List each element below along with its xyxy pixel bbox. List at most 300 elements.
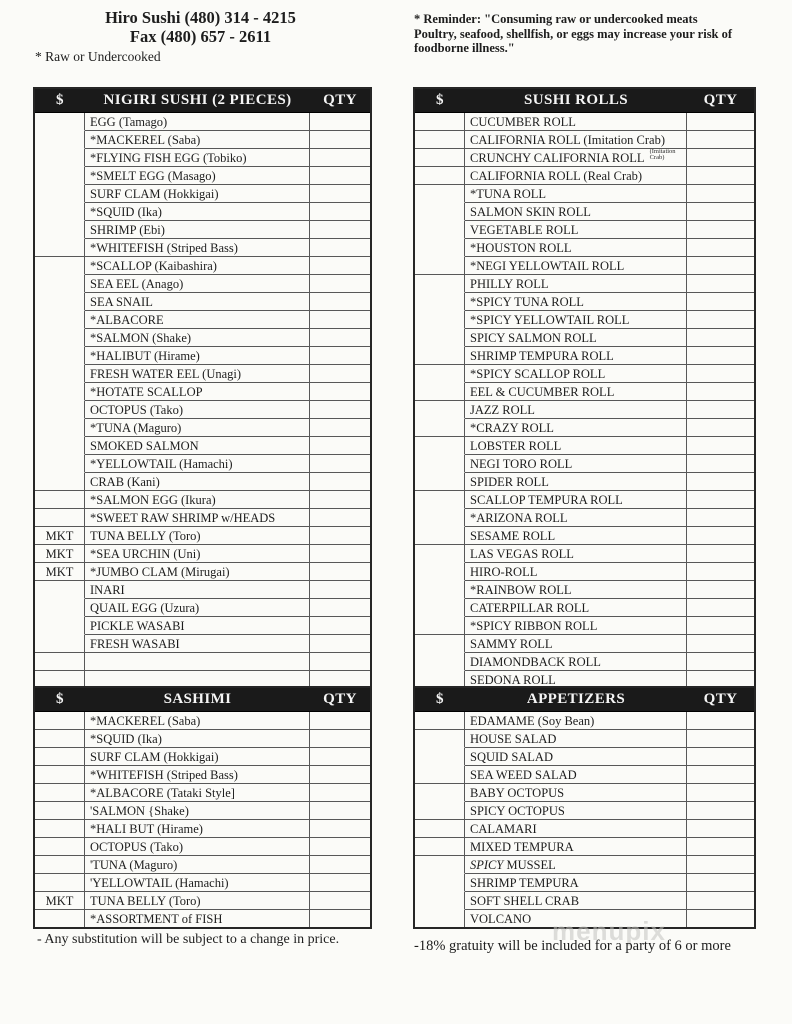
item-cell: MIXED TEMPURA — [465, 838, 687, 856]
price-cell — [35, 509, 85, 527]
qty-cell — [310, 275, 370, 293]
item-cell: OCTOPUS (Tako) — [85, 838, 310, 856]
price-cell — [35, 419, 85, 437]
qty-cell — [310, 802, 370, 820]
menu-row — [415, 838, 754, 856]
item-cell: *SWEET RAW SHRIMP w/HEADS — [85, 509, 310, 527]
item-cell: *JUMBO CLAM (Mirugai) — [85, 563, 310, 581]
qty-cell — [310, 437, 370, 455]
menu-row — [35, 599, 370, 617]
sashimi-qty-header: QTY — [310, 688, 370, 712]
price-cell: MKT — [35, 563, 85, 581]
menu-row — [415, 275, 754, 293]
menu-row — [415, 748, 754, 766]
menu-row — [415, 149, 754, 167]
menu-row — [35, 748, 370, 766]
price-cell — [35, 874, 85, 892]
qty-cell — [310, 419, 370, 437]
menu-row — [415, 293, 754, 311]
qty-cell — [687, 617, 754, 635]
price-cell — [35, 167, 85, 185]
price-cell — [415, 257, 465, 275]
price-cell — [415, 473, 465, 491]
item-cell: SHRIMP TEMPURA ROLL — [465, 347, 687, 365]
qty-cell — [687, 239, 754, 257]
menu-row — [35, 892, 370, 910]
price-cell — [415, 856, 465, 874]
price-cell — [35, 383, 85, 401]
menu-row — [415, 329, 754, 347]
qty-cell — [310, 730, 370, 748]
qty-cell — [687, 712, 754, 730]
item-cell: *SMELT EGG (Masago) — [85, 167, 310, 185]
appetizers-header-row — [415, 688, 754, 712]
item-cell: *HALI BUT (Hirame) — [85, 820, 310, 838]
item-cell: SPICY OCTOPUS — [465, 802, 687, 820]
menu-row — [35, 311, 370, 329]
price-cell — [415, 239, 465, 257]
qty-cell — [687, 545, 754, 563]
item-cell: SHRIMP TEMPURA — [465, 874, 687, 892]
menu-row — [35, 419, 370, 437]
qty-cell — [687, 527, 754, 545]
menu-row — [35, 635, 370, 653]
consumer-advisory-reminder — [414, 12, 759, 56]
qty-cell — [687, 892, 754, 910]
item-cell — [85, 653, 310, 671]
qty-cell — [687, 455, 754, 473]
qty-cell — [687, 509, 754, 527]
item-cell: SURF CLAM (Hokkigai) — [85, 748, 310, 766]
item-cell: EGG (Tamago) — [85, 113, 310, 131]
gratuity-footnote: -18% gratuity will be included for a party of 6 or more — [414, 938, 731, 954]
price-cell — [415, 617, 465, 635]
qty-cell — [687, 401, 754, 419]
qty-cell — [687, 275, 754, 293]
qty-cell — [687, 856, 754, 874]
price-cell — [35, 113, 85, 131]
item-cell: CATERPILLAR ROLL — [465, 599, 687, 617]
menu-row — [415, 820, 754, 838]
item-cell: HIRO-ROLL — [465, 563, 687, 581]
qty-cell — [310, 856, 370, 874]
menu-row — [415, 856, 754, 874]
item-cell: CRAB (Kani) — [85, 473, 310, 491]
price-cell — [415, 730, 465, 748]
menu-row — [415, 617, 754, 635]
item-note: (Imitation Crab) — [649, 149, 676, 161]
price-cell — [35, 221, 85, 239]
qty-cell — [310, 874, 370, 892]
menu-row — [35, 131, 370, 149]
menu-row — [35, 874, 370, 892]
qty-cell — [310, 581, 370, 599]
qty-cell — [687, 365, 754, 383]
price-cell — [415, 527, 465, 545]
qty-cell — [687, 437, 754, 455]
item-cell: LAS VEGAS ROLL — [465, 545, 687, 563]
menu-row — [35, 365, 370, 383]
price-cell — [415, 437, 465, 455]
menu-row — [415, 113, 754, 131]
item-cell: SOFT SHELL CRAB — [465, 892, 687, 910]
price-cell — [415, 748, 465, 766]
menu-row — [415, 491, 754, 509]
item-cell: *HOTATE SCALLOP — [85, 383, 310, 401]
item-cell: SESAME ROLL — [465, 527, 687, 545]
menu-row — [415, 473, 754, 491]
price-cell — [35, 910, 85, 927]
qty-cell — [310, 545, 370, 563]
price-cell — [415, 275, 465, 293]
item-cell: DIAMONDBACK ROLL — [465, 653, 687, 671]
item-cell: TUNA BELLY (Toro) — [85, 892, 310, 910]
menu-row — [35, 784, 370, 802]
price-cell — [35, 748, 85, 766]
qty-cell — [687, 419, 754, 437]
item-cell: FRESH WATER EEL (Unagi) — [85, 365, 310, 383]
price-cell — [35, 820, 85, 838]
item-cell: CUCUMBER ROLL — [465, 113, 687, 131]
qty-cell — [310, 383, 370, 401]
price-cell — [415, 838, 465, 856]
menu-row — [35, 473, 370, 491]
qty-cell — [310, 131, 370, 149]
qty-cell — [310, 653, 370, 671]
item-cell: *ARIZONA ROLL — [465, 509, 687, 527]
qty-cell — [687, 113, 754, 131]
qty-cell — [687, 730, 754, 748]
menu-row — [35, 149, 370, 167]
item-cell: SMOKED SALMON — [85, 437, 310, 455]
item-cell: INARI — [85, 581, 310, 599]
qty-cell — [310, 257, 370, 275]
menu-row — [415, 455, 754, 473]
item-cell: *CRAZY ROLL — [465, 419, 687, 437]
price-cell — [415, 167, 465, 185]
price-cell — [415, 712, 465, 730]
qty-cell — [310, 509, 370, 527]
item-cell: *TUNA (Maguro) — [85, 419, 310, 437]
raw-undercooked-note: * Raw or Undercooked — [35, 49, 161, 64]
qty-cell — [687, 563, 754, 581]
menu-row — [415, 437, 754, 455]
price-cell — [415, 653, 465, 671]
price-cell — [35, 239, 85, 257]
price-cell — [415, 563, 465, 581]
price-cell — [415, 892, 465, 910]
menu-row — [415, 311, 754, 329]
price-cell — [415, 383, 465, 401]
qty-cell — [687, 293, 754, 311]
qty-cell — [310, 203, 370, 221]
item-cell: *SALMON EGG (Ikura) — [85, 491, 310, 509]
menu-row — [35, 167, 370, 185]
price-cell — [415, 113, 465, 131]
price-cell — [415, 329, 465, 347]
item-cell: SQUID SALAD — [465, 748, 687, 766]
qty-cell — [310, 167, 370, 185]
nigiri-header-row — [35, 89, 370, 113]
restaurant-contact — [33, 8, 368, 46]
menu-row — [415, 131, 754, 149]
substitution-footnote: - Any substitution will be subject to a change in price. — [37, 932, 340, 947]
item-cell: SPICY MUSSEL — [465, 856, 687, 874]
price-cell — [35, 802, 85, 820]
price-cell — [415, 784, 465, 802]
item-cell: *ASSORTMENT of FISH — [85, 910, 310, 927]
price-cell — [415, 545, 465, 563]
item-cell: *ALBACORE (Tataki Style] — [85, 784, 310, 802]
nigiri-price-header: $ — [35, 89, 85, 113]
price-cell — [35, 581, 85, 599]
restaurant-fax-line: Fax (480) 657 - 2611 — [129, 27, 272, 46]
qty-cell — [310, 712, 370, 730]
menu-row — [415, 509, 754, 527]
item-cell: *SQUID (Ika) — [85, 203, 310, 221]
item-cell: VOLCANO — [465, 910, 687, 927]
qty-cell — [310, 293, 370, 311]
qty-cell — [310, 185, 370, 203]
qty-cell — [687, 257, 754, 275]
qty-cell — [310, 563, 370, 581]
item-cell: *SEA URCHIN (Uni) — [85, 545, 310, 563]
price-cell — [35, 131, 85, 149]
price-cell: MKT — [35, 892, 85, 910]
price-cell — [415, 149, 465, 167]
qty-cell — [687, 329, 754, 347]
menu-row — [415, 599, 754, 617]
item-cell: EEL & CUCUMBER ROLL — [465, 383, 687, 401]
reminder-line-2: Poultry, seafood, shellfish, or eggs may increase your risk of — [414, 26, 733, 41]
sashimi-section-title: SASHIMI — [85, 688, 310, 712]
qty-cell — [687, 347, 754, 365]
menu-row — [35, 563, 370, 581]
menu-row — [415, 563, 754, 581]
price-cell — [35, 599, 85, 617]
price-cell — [415, 293, 465, 311]
menu-row — [35, 820, 370, 838]
price-cell — [415, 311, 465, 329]
menu-row — [415, 653, 754, 671]
menu-row — [35, 730, 370, 748]
item-cell: 'SALMON {Shake) — [85, 802, 310, 820]
qty-cell — [310, 820, 370, 838]
nigiri-qty-header: QTY — [310, 89, 370, 113]
rolls-header-row — [415, 89, 754, 113]
price-cell — [35, 347, 85, 365]
item-cell: SCALLOP TEMPURA ROLL — [465, 491, 687, 509]
appetizers-section-title: APPETIZERS — [465, 688, 687, 712]
item-cell: *FLYING FISH EGG (Tobiko) — [85, 149, 310, 167]
item-cell: *MACKEREL (Saba) — [85, 712, 310, 730]
menu-row — [415, 545, 754, 563]
qty-cell — [687, 185, 754, 203]
item-cell: *SPICY YELLOWTAIL ROLL — [465, 311, 687, 329]
item-cell: JAZZ ROLL — [465, 401, 687, 419]
item-cell: OCTOPUS (Tako) — [85, 401, 310, 419]
qty-cell — [687, 167, 754, 185]
qty-cell — [687, 581, 754, 599]
price-cell — [35, 635, 85, 653]
item-cell: *NEGI YELLOWTAIL ROLL — [465, 257, 687, 275]
appetizers-table — [413, 686, 756, 929]
price-cell — [415, 491, 465, 509]
price-cell: MKT — [35, 545, 85, 563]
qty-cell — [687, 203, 754, 221]
menu-row — [35, 293, 370, 311]
rolls-table — [413, 87, 756, 690]
menu-row — [35, 455, 370, 473]
price-cell — [35, 838, 85, 856]
menu-row — [415, 730, 754, 748]
qty-cell — [310, 221, 370, 239]
item-cell: CALAMARI — [465, 820, 687, 838]
menu-row — [35, 527, 370, 545]
qty-cell — [310, 329, 370, 347]
menu-row — [415, 221, 754, 239]
qty-cell — [310, 784, 370, 802]
item-cell: *RAINBOW ROLL — [465, 581, 687, 599]
menu-row — [415, 419, 754, 437]
price-cell — [415, 131, 465, 149]
price-cell — [35, 275, 85, 293]
item-cell: *SPICY SCALLOP ROLL — [465, 365, 687, 383]
menu-row — [415, 401, 754, 419]
qty-cell — [687, 653, 754, 671]
qty-cell — [687, 874, 754, 892]
qty-cell — [687, 149, 754, 167]
menu-row — [35, 383, 370, 401]
price-cell — [415, 910, 465, 927]
menu-row — [35, 257, 370, 275]
price-cell — [415, 766, 465, 784]
qty-cell — [687, 748, 754, 766]
qty-cell — [687, 311, 754, 329]
price-cell — [35, 293, 85, 311]
item-cell: EDAMAME (Soy Bean) — [465, 712, 687, 730]
menu-row — [415, 766, 754, 784]
rolls-qty-header: QTY — [687, 89, 754, 113]
item-cell: SEDONA ROLL — [465, 671, 687, 688]
qty-cell — [687, 635, 754, 653]
item-cell: *SALMON (Shake) — [85, 329, 310, 347]
item-cell: *WHITEFISH (Striped Bass) — [85, 766, 310, 784]
menu-row — [35, 581, 370, 599]
menu-row — [415, 185, 754, 203]
menu-row — [35, 437, 370, 455]
item-cell: SAMMY ROLL — [465, 635, 687, 653]
price-cell — [35, 329, 85, 347]
price-cell — [415, 365, 465, 383]
menu-row — [35, 653, 370, 671]
qty-cell — [687, 473, 754, 491]
menu-row — [35, 347, 370, 365]
qty-cell — [310, 766, 370, 784]
appetizers-qty-header: QTY — [687, 688, 754, 712]
qty-cell — [310, 347, 370, 365]
menu-row — [35, 856, 370, 874]
price-cell — [415, 802, 465, 820]
item-cell: HOUSE SALAD — [465, 730, 687, 748]
item-cell: *YELLOWTAIL (Hamachi) — [85, 455, 310, 473]
price-cell — [35, 311, 85, 329]
price-cell — [35, 203, 85, 221]
price-cell — [415, 347, 465, 365]
menu-row — [35, 329, 370, 347]
item-cell: *SQUID (Ika) — [85, 730, 310, 748]
qty-cell — [687, 599, 754, 617]
qty-cell — [687, 491, 754, 509]
item-cell: *SPICY TUNA ROLL — [465, 293, 687, 311]
item-cell: SEA WEED SALAD — [465, 766, 687, 784]
price-cell — [35, 730, 85, 748]
price-cell: MKT — [35, 527, 85, 545]
item-cell: PICKLE WASABI — [85, 617, 310, 635]
rolls-price-header: $ — [415, 89, 465, 113]
sashimi-table — [33, 686, 372, 929]
menu-row — [35, 185, 370, 203]
item-cell: CRUNCHY CALIFORNIA ROLL (Imitation Crab) — [465, 149, 687, 167]
item-cell: 'YELLOWTAIL (Hamachi) — [85, 874, 310, 892]
price-cell — [35, 653, 85, 671]
price-cell — [35, 401, 85, 419]
item-cell: LOBSTER ROLL — [465, 437, 687, 455]
menu-row — [415, 892, 754, 910]
price-cell — [415, 419, 465, 437]
item-cell: SEA EEL (Anago) — [85, 275, 310, 293]
item-cell: CALIFORNIA ROLL (Imitation Crab) — [465, 131, 687, 149]
menu-row — [415, 527, 754, 545]
qty-cell — [310, 910, 370, 927]
item-cell: CALIFORNIA ROLL (Real Crab) — [465, 167, 687, 185]
menu-row — [35, 617, 370, 635]
menu-row — [415, 167, 754, 185]
menu-row — [35, 910, 370, 927]
item-cell: *HALIBUT (Hirame) — [85, 347, 310, 365]
reminder-line-3: foodborne illness." — [414, 41, 515, 55]
item-cell: *ALBACORE — [85, 311, 310, 329]
menu-row — [415, 239, 754, 257]
qty-cell — [310, 748, 370, 766]
price-cell — [35, 784, 85, 802]
menu-row — [35, 838, 370, 856]
item-cell: SPIDER ROLL — [465, 473, 687, 491]
watermark: menupix — [552, 916, 666, 946]
menu-row — [415, 784, 754, 802]
menu-row — [415, 802, 754, 820]
qty-cell — [310, 311, 370, 329]
qty-cell — [310, 239, 370, 257]
price-cell — [35, 473, 85, 491]
menu-row — [35, 766, 370, 784]
price-cell — [415, 455, 465, 473]
item-cell: SPICY SALMON ROLL — [465, 329, 687, 347]
qty-cell — [687, 221, 754, 239]
menu-row — [415, 712, 754, 730]
item-cell: *MACKEREL (Saba) — [85, 131, 310, 149]
qty-cell — [687, 766, 754, 784]
qty-cell — [310, 365, 370, 383]
item-cell: *WHITEFISH (Striped Bass) — [85, 239, 310, 257]
menu-row — [35, 712, 370, 730]
qty-cell — [310, 527, 370, 545]
price-cell — [35, 149, 85, 167]
sashimi-header-row — [35, 688, 370, 712]
menu-row — [35, 401, 370, 419]
qty-cell — [687, 838, 754, 856]
price-cell — [415, 820, 465, 838]
